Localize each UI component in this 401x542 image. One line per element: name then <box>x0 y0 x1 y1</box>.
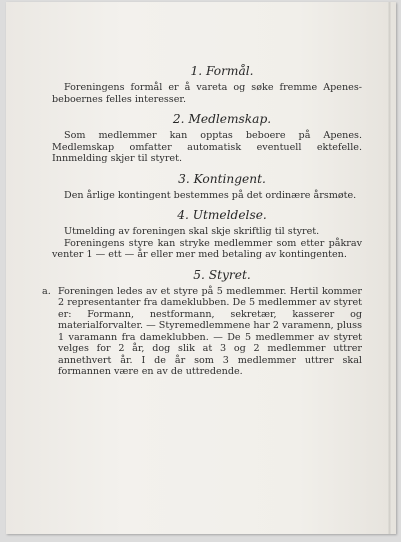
list-item <box>42 285 362 378</box>
section-paragraph: Foreningens styre kan stryke medlemmer som etter påkrav venter 1 — ett — år eller mer med betaling av kontingenten. <box>52 237 362 260</box>
section-paragraph: Utmelding av foreningen skal skje skriftlig til styret. <box>64 226 320 237</box>
section-title: 2. Medlemskap. <box>172 112 272 126</box>
section-kontingent <box>52 172 362 202</box>
section-title: 5. Styret. <box>193 267 251 282</box>
item-marker: a. <box>42 285 51 297</box>
document-page <box>6 2 396 534</box>
section-utmeldelse <box>52 208 362 261</box>
section-formal <box>52 64 362 105</box>
section-styret <box>42 267 362 378</box>
section-paragraph: Som medlemmer kan opptas beboere på Apenes. Medlemskap omfatter automatisk eventuell ektefelle. Innmelding skjer til styret. <box>52 130 362 164</box>
section-title: 4. Utmeldelse. <box>177 208 267 222</box>
section-paragraph: Foreningens formål er å vareta og søke fremme Apenes-beboernes felles interesser. <box>52 82 362 105</box>
section-title: 3. Kontingent. <box>178 171 266 186</box>
paper-fold <box>388 2 391 534</box>
bylaws-text <box>42 64 362 378</box>
section-medlemskap <box>52 112 362 165</box>
section-title: 1. Formål. <box>190 64 254 78</box>
section-paragraph: Foreningen ledes av et styre på 5 medlemmer. Hertil kommer 2 representanter fra dameklubben. De 5 medlemmer av styret er: Formann, nestformann, sekretær, kasserer og materialforvalter. — Styremedlemmene har 2 varamenn, pluss 1 varamann fra dameklubben. — De 5 medlemmer av styret velges for 2 år, dog slik at 3 og 2 medlemmer uttrer annethvert år. I de år som 3 medlemmer uttrer skal formannen være en av de uttredende. <box>58 285 362 377</box>
section-paragraph: Den årlige kontingent bestemmes på det ordinære årsmøte. <box>64 189 357 201</box>
